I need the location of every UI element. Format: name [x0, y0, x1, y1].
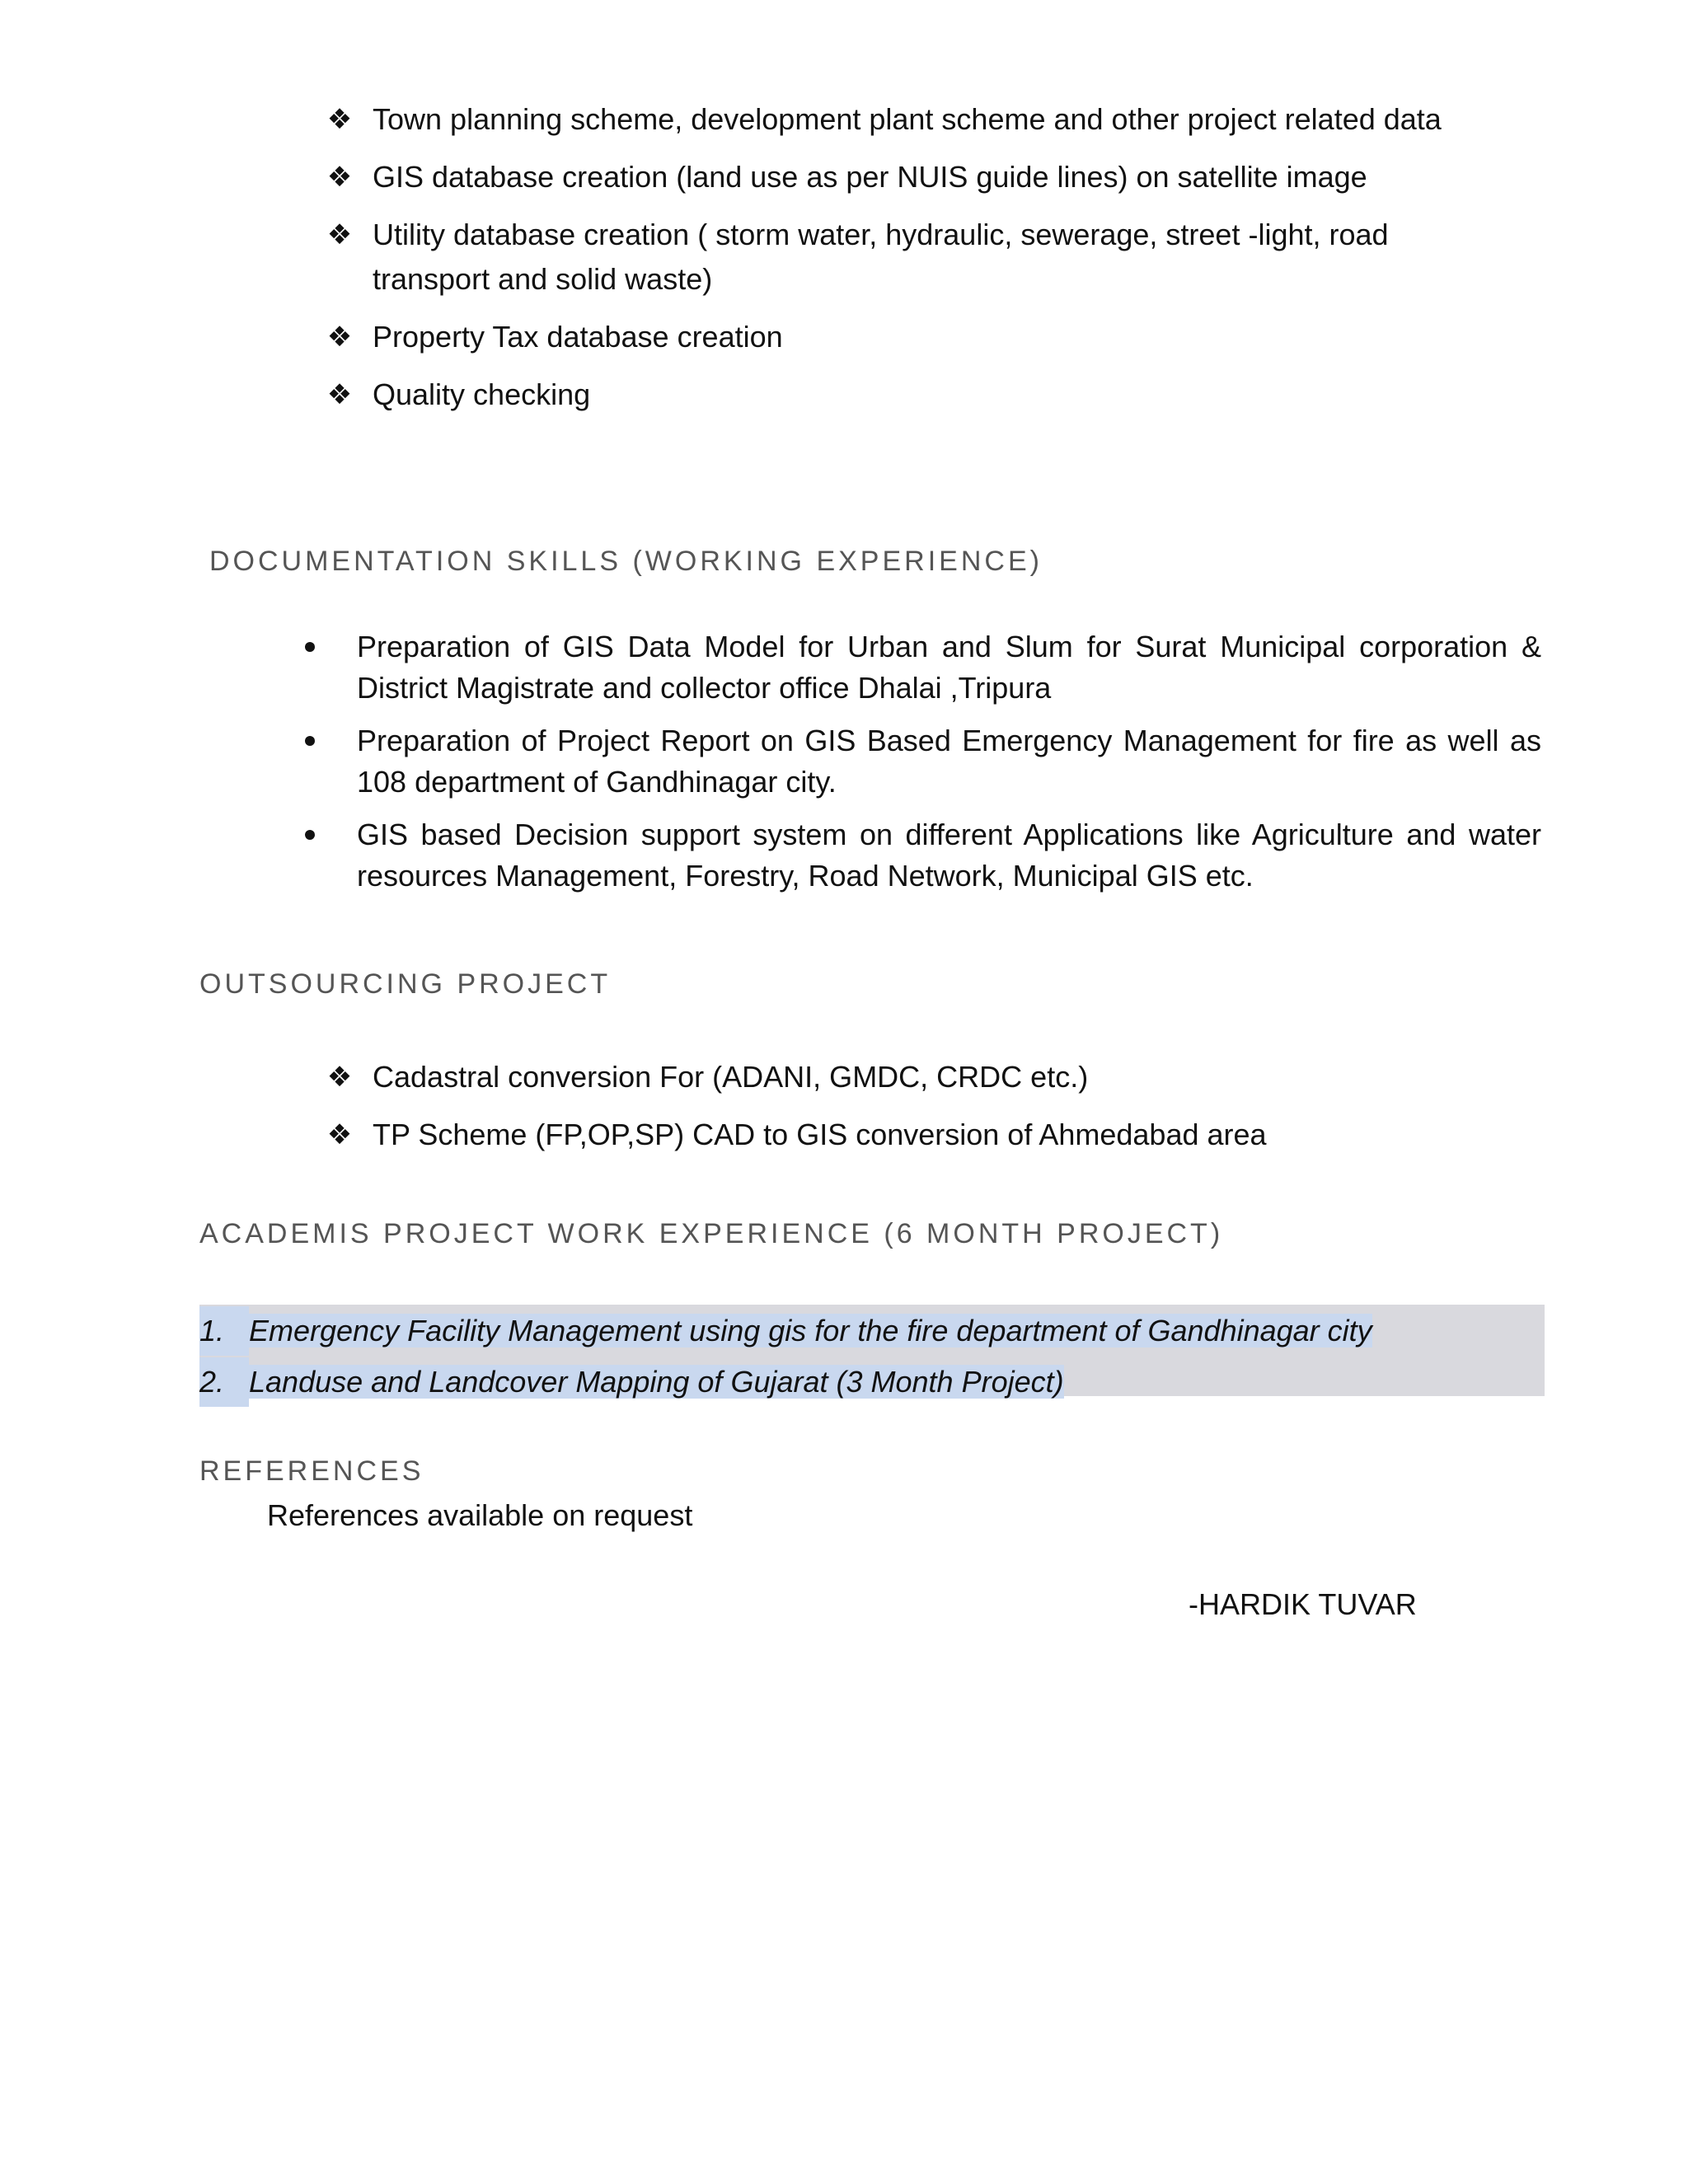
list-item [0, 97, 1566, 142]
list-number: 1. [199, 1306, 249, 1356]
list-item-text: Town planning scheme, development plant scheme and other project related data [373, 102, 1442, 136]
list-item-text: Landuse and Landcover Mapping of Gujarat (3 Month Project) [249, 1365, 1064, 1399]
skills-list [0, 97, 1566, 430]
bullet-dot-icon [305, 642, 315, 652]
list-item [0, 155, 1566, 199]
references-text: References available on request [267, 1498, 693, 1532]
list-item-text: Cadastral conversion For (ADANI, GMDC, CRDC etc.) [373, 1060, 1089, 1094]
references-heading: REFERENCES [199, 1455, 424, 1487]
outsourcing-list [0, 1055, 1566, 1170]
diamond-bullet-icon: ❖ [326, 219, 353, 251]
diamond-bullet-icon: ❖ [326, 321, 353, 353]
academic-heading: ACADEMIS PROJECT WORK EXPERIENCE (6 MONTH PROJECT) [199, 1218, 1224, 1249]
diamond-bullet-icon: ❖ [326, 1119, 353, 1151]
diamond-bullet-icon: ❖ [326, 379, 353, 410]
list-number: 2. [199, 1357, 249, 1407]
bullet-dot-icon [305, 736, 315, 746]
list-item-text: Emergency Facility Management using gis for the fire department of Gandhinagar city [249, 1314, 1372, 1347]
list-item [0, 1113, 1566, 1157]
documentation-list [0, 626, 1541, 908]
list-item [0, 315, 1566, 359]
list-item [357, 814, 1541, 897]
list-item-text: TP Scheme (FP,OP,SP) CAD to GIS conversion of Ahmedabad area [373, 1118, 1267, 1151]
academic-list [199, 1306, 1372, 1408]
list-item-text: Preparation of GIS Data Model for Urban and Slum for Surat Municipal corporation & District Magistrate and collector office Dhalai ,Tripura [357, 630, 1541, 705]
diamond-bullet-icon: ❖ [326, 1062, 353, 1093]
outsourcing-heading: OUTSOURCING PROJECT [199, 968, 612, 1000]
list-item-text: Quality checking [373, 377, 591, 411]
list-item-text: GIS database creation (land use as per NUIS guide lines) on satellite image [373, 160, 1367, 194]
list-item[interactable] [199, 1306, 1372, 1357]
signature: -HARDIK TUVAR [1189, 1587, 1417, 1621]
list-item [357, 626, 1541, 709]
list-item-text: GIS based Decision support system on different Applications like Agriculture and water resources Management, Forestry, Road Network, Municipal GIS etc. [357, 818, 1541, 893]
documentation-heading: DOCUMENTATION SKILLS (WORKING EXPERIENCE) [209, 546, 1043, 577]
list-item [357, 720, 1541, 803]
list-item-text: Property Tax database creation [373, 320, 783, 354]
list-item[interactable] [199, 1357, 1372, 1408]
bullet-dot-icon [305, 830, 315, 840]
list-item-text: Utility database creation ( storm water, hydraulic, sewerage, street -light, road transport and solid waste) [373, 218, 1389, 296]
list-item [0, 1055, 1566, 1099]
diamond-bullet-icon: ❖ [326, 162, 353, 193]
list-item [0, 373, 1566, 417]
list-item-text: Preparation of Project Report on GIS Based Emergency Management for fire as well as 108 department of Gandhinagar city. [357, 724, 1541, 799]
diamond-bullet-icon: ❖ [326, 104, 353, 135]
list-item [0, 213, 1428, 302]
